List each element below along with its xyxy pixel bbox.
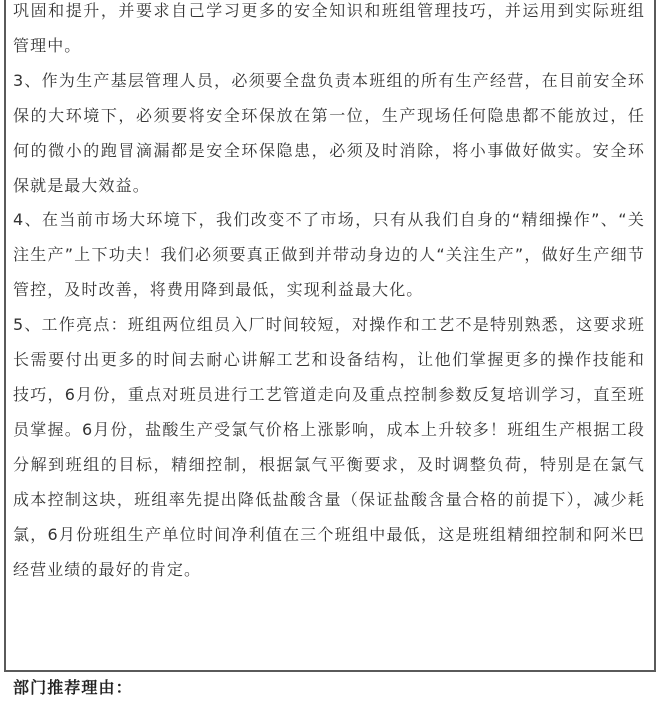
paragraph-continuation: 巩固和提升，并要求自己学习更多的安全知识和班组管理技巧，并运用到实际班组管理中。 <box>13 1 645 55</box>
paragraph-item-4: 4、在当前市场大环境下，我们改变不了市场，只有从我们自身的“精细操作”、“关注生产”上下功夫！我们必须要真正做到并带动身边的人“关注生产”，做好生产细节管控，及时改善，将费用降到最低，实现利益最大化。 <box>13 210 645 300</box>
paragraph-item-3: 3、作为生产基层管理人员，必须要全盘负责本班组的所有生产经营，在目前安全环保的大环境下，必须要将安全环保放在第一位，生产现场任何隐患都不能放过，任何的微小的跑冒滴漏都是安全环保隐患，必须及时消除，将小事做好做实。安全环保就是最大效益。 <box>13 70 645 195</box>
department-recommendation-heading: 部门推荐理由： <box>13 678 133 697</box>
paragraph-item-5: 5、工作亮点：班组两位组员入厂时间较短，对操作和工艺不是特别熟悉，这要求班长需要付出更多的时间去耐心讲解工艺和设备结构，让他们掌握更多的操作技能和技巧，6月份，重点对班员进行工艺管道走向及重点控制参数反复培训学习，直至班员掌握。6月份，盐酸生产受氯气价格上涨影响，成本上升较多！班组生产根据工段分解到班组的目标，精细控制，根据氯气平衡要求，及时调整负荷，特别是在氯气成本控制这块，班组率先提出降低盐酸含量（保证盐酸含量合格的前提下），减少耗氯，6月份班组生产单位时间净利值在三个班组中最低，这是班组精细控制和阿米巴经营业绩的最好的肯定。 <box>13 315 645 579</box>
document-body <box>13 0 645 587</box>
